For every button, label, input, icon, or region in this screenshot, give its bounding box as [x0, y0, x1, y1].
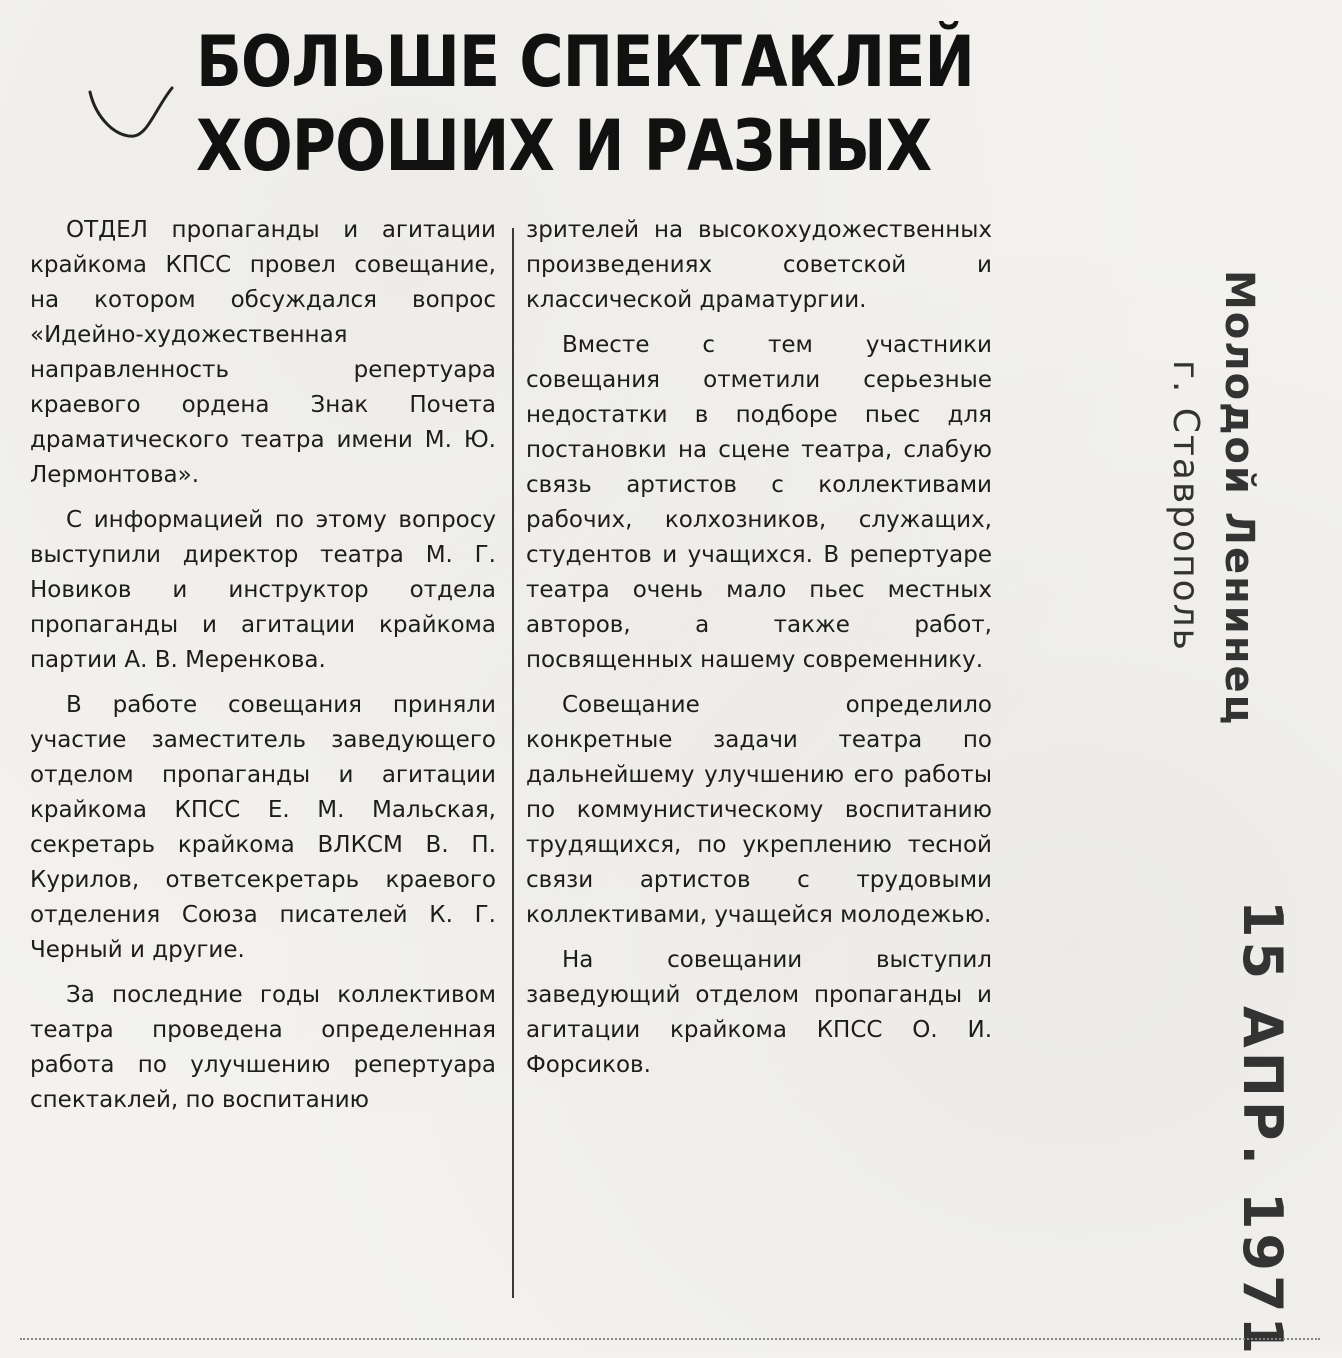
column-divider [512, 228, 514, 1298]
paragraph: На совещании выступил заведующий отделом пропаганды и агитации крайкома КПСС О. И. Форсиков. [526, 947, 992, 1078]
stamp-city: г. Ставрополь [1165, 360, 1206, 652]
source-stamp [1130, 250, 1300, 1358]
paragraph: ОТДЕЛ пропаганды и агитации крайкома КПСС провел совещание, на котором обсуждался вопрос «Идейно-художественная направленность репертуара краевого ордена Знак Почета драматического театра имени М. Ю. Лермонтова». [30, 217, 496, 488]
article-column-right [526, 213, 992, 1093]
stamp-newspaper-name: Молодой Ленинец [1216, 270, 1262, 727]
handwritten-check-mark [86, 78, 196, 148]
clipping-bottom-edge [20, 1338, 1320, 1340]
paragraph-continued: зрителей на высокохудожественных произведениях советской и классической драматургии. [526, 217, 992, 313]
paragraph: В работе совещания приняли участие заместитель заведующего отделом пропаганды и агитации крайкома КПСС Е. М. Мальская, секретарь крайкома ВЛКСМ В. П. Курилов, ответсекретарь краевого отделения Союза писателей К. Г. Черный и другие. [30, 692, 496, 963]
headline-line-1: БОЛЬШЕ СПЕКТАКЛЕЙ [196, 21, 975, 103]
headline-line-2: ХОРОШИХ И РАЗНЫХ [196, 105, 932, 187]
article-headline [196, 20, 975, 188]
stamp-date: 15 АПР. 1971 [1231, 900, 1294, 1358]
paragraph: С информацией по этому вопросу выступили директор театра М. Г. Новиков и инструктор отдела пропаганды и агитации крайкома партии А. В. Меренкова. [30, 507, 496, 673]
paragraph: За последние годы коллективом театра проведена определенная работа по улучшению репертуара спектаклей, по воспитанию [30, 982, 496, 1113]
article-column-left [30, 213, 496, 1128]
paragraph: Совещание определило конкретные задачи театра по дальнейшему улучшению его работы по коммунистическому воспитанию трудящихся, по укреплению тесной связи артистов с трудовыми коллективами, учащейся молодежью. [526, 692, 992, 928]
paragraph: Вместе с тем участники совещания отметили серьезные недостатки в подборе пьес для постановки на сцене театра, слабую связь артистов с коллективами рабочих, колхозников, служащих, студентов и учащихся. В репертуаре театра очень мало пьес местных авторов, а также работ, посвященных нашему современнику. [526, 332, 992, 673]
